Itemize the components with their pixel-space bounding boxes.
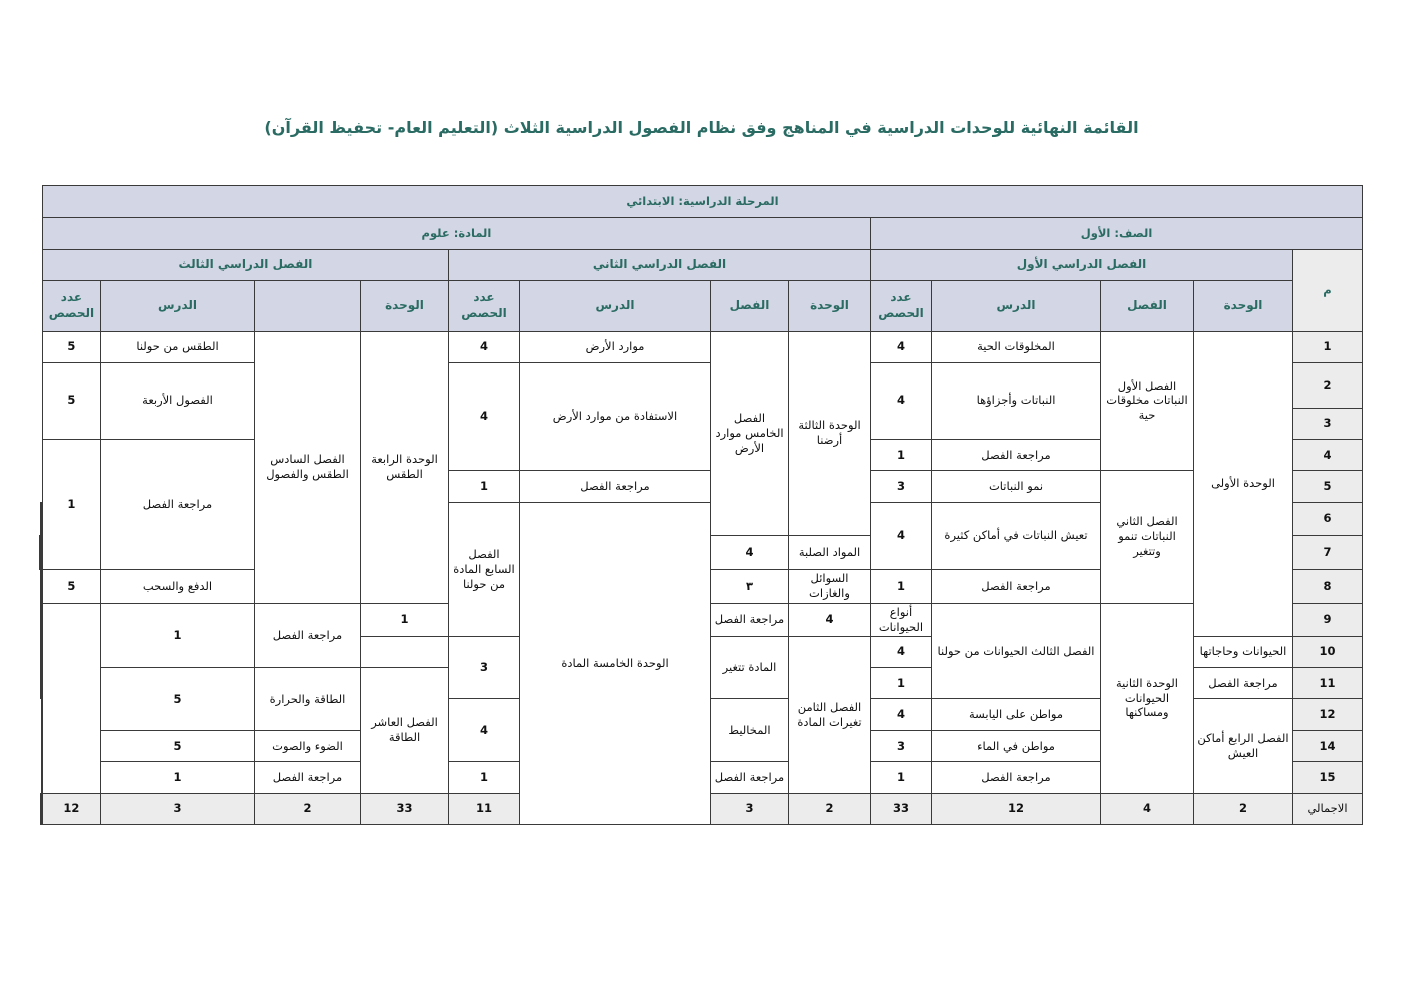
t3-unit: الوحدة الرابعة الطقس [361,331,449,603]
t2-unit-header: الوحدة [789,281,871,332]
t1-lesson: نمو النباتات [932,471,1101,502]
t2-unit: الوحدة الثالثة أرضنا [789,331,871,535]
t3-periods: 1 [101,762,255,793]
t3-lesson: الطقس من حولنا [101,331,255,362]
t1-lesson: مراجعة الفصل [932,439,1101,470]
t3-chapter: الفصل السادس الطقس والفصول [255,331,361,603]
t1-lesson-header: الدرس [932,281,1101,332]
t3-lesson: مراجعة الفصل [255,603,361,668]
t1-periods: 4 [789,603,871,636]
t1-lesson: مواطن على اليابسة [932,699,1101,730]
t1-periods: 1 [871,439,932,470]
t2-lesson: مراجعة الفصل [711,762,789,793]
t3-lesson: مراجعة الفصل [255,762,361,793]
t1-periods: 1 [871,668,932,699]
t3-total-chapters: 3 [101,793,255,824]
row-number: 11 [1293,668,1363,699]
t3-total-periods [41,793,42,824]
t1-lesson: مراجعة الفصل [932,762,1101,793]
row-number: 3 [1293,408,1363,439]
t1-lesson: المخلوقات الحية [932,331,1101,362]
t1-periods: 3 [871,471,932,502]
t3-periods: 5 [101,730,255,761]
t1-chapter: الفصل الثاني النباتات تنمو وتتغير [1101,471,1194,603]
t2-lesson [42,502,43,535]
row-number: 15 [1293,762,1363,793]
t1-chapter: الفصل الثالث الحيوانات من حولنا [932,603,1101,699]
t2-chapter: الفصل السابع المادة من حولنا [449,502,520,636]
row-number: 8 [1293,570,1363,603]
t1-total-lessons: 12 [932,793,1101,824]
totals-label: الاجمالي [1293,793,1363,824]
row-number: 14 [1293,730,1363,761]
t2-periods: 4 [449,699,520,762]
t3-periods: 1 [101,603,255,668]
row-number: 6 [1293,502,1363,535]
t3-periods-header: عدد الحصص [42,281,100,332]
t1-lesson: تعيش النباتات في أماكن كثيرة [932,502,1101,570]
t1-unit: الوحدة الأولى [1194,331,1293,636]
t3-lesson: الدفع والسحب [101,570,255,603]
t2-total-lessons: 11 [449,793,520,824]
row-number: 12 [1293,699,1363,730]
t1-periods: 1 [871,570,932,603]
t2-lesson: مراجعة الفصل [711,603,789,636]
t2-lesson: السوائل والغازات [789,570,871,603]
t2-periods: 4 [711,535,789,569]
t1-lesson: مراجعة الفصل [1194,668,1293,699]
t2-periods: 1 [361,603,449,636]
t1-chapter: الفصل الأول النباتات مخلوقات حية [1101,331,1194,471]
t1-chapter: الفصل الرابع أماكن العيش [1194,699,1293,793]
t3-periods: 1 [42,439,100,569]
t2-total-periods: 33 [361,793,449,824]
t3-total-lessons: 12 [42,793,100,824]
row-number: 4 [1293,439,1363,470]
row-number-header: م [1293,249,1363,331]
t3-lesson: الفصول الأربعة [101,363,255,440]
t3-lesson: مراجعة الفصل [101,439,255,569]
t2-periods: 3 [449,636,520,699]
row-number: 10 [1293,636,1363,667]
curriculum-table [39,185,1363,825]
stage-label: المرحلة الدراسية: الابتدائي [42,186,1362,218]
row-number: 9 [1293,603,1363,636]
t2-chapter: الفصل الخامس موارد الأرض [711,331,789,535]
row-number: 2 [1293,363,1363,409]
t3-lesson: الضوء والصوت [255,730,361,761]
t2-lesson: مراجعة الفصل [520,471,711,502]
t3-periods: 5 [42,363,100,440]
grade-label: الصف: الأول [871,218,1363,249]
row-number: 7 [1293,535,1363,569]
t1-total-periods: 33 [871,793,932,824]
t2-lesson: موارد الأرض [520,331,711,362]
t2-lesson: المادة تتغير [711,636,789,699]
t3-lesson: الطاقة والحرارة [255,668,361,731]
t1-unit: الوحدة الثانية الحيوانات ومساكنها [1101,603,1194,793]
t1-periods-header: عدد الحصص [871,281,932,332]
subject-label: المادة: علوم [42,218,870,249]
t2-lesson: المواد الصلبة [789,535,871,569]
t2-unit: الوحدة الخامسة المادة [520,502,711,824]
term2-header: الفصل الدراسي الثاني [449,249,871,280]
t2-lesson: المخاليط [711,699,789,762]
t1-unit-header: الوحدة [1194,281,1293,332]
t2-periods-header: عدد الحصص [449,281,520,332]
t2-periods: 1 [449,471,520,502]
t1-total-units: 2 [1194,793,1293,824]
t3-lesson-header: الدرس [101,281,255,332]
t2-lesson: الاستفادة من موارد الأرض [520,363,711,471]
t3-periods: 5 [42,570,100,603]
t1-lesson: النباتات وأجزاؤها [932,363,1101,440]
t2-periods: ٣ [711,570,789,603]
t1-lesson: مراجعة الفصل [932,570,1101,603]
t1-periods: 4 [871,699,932,730]
row-number: 5 [1293,471,1363,502]
t3-chapter: الفصل العاشر الطاقة [361,668,449,793]
t1-periods: 4 [871,331,932,362]
t3-chapter-header [255,281,361,332]
t1-periods: 4 [871,502,932,570]
t1-periods: 4 [871,636,932,667]
t1-lesson: أنواع الحيوانات [871,603,932,636]
t1-periods: 3 [871,730,932,761]
t2-lesson-header: الدرس [520,281,711,332]
term3-header: الفصل الدراسي الثالث [42,249,448,280]
t1-chapter-header: الفصل [1101,281,1194,332]
t2-periods: 1 [449,762,520,793]
t3-lesson [40,535,41,569]
t1-total-chapters: 4 [1101,793,1194,824]
term1-header: الفصل الدراسي الأول [871,249,1293,280]
t2-chapter: الفصل الثامن تغيرات المادة [789,636,871,793]
t2-periods: 4 [449,363,520,471]
t2-total-chapters: 3 [711,793,789,824]
t2-periods: 4 [449,331,520,362]
t3-unit-header: الوحدة [361,281,449,332]
t2-total-units: 2 [789,793,871,824]
t1-lesson: الحيوانات وحاجاتها [1194,636,1293,667]
t1-lesson: مواطن في الماء [932,730,1101,761]
t1-periods: 1 [871,762,932,793]
t3-periods: 5 [42,331,100,362]
t1-periods: 4 [871,363,932,440]
t2-chapter-header: الفصل [711,281,789,332]
t3-total-units: 2 [255,793,361,824]
page-title: القائمة النهائية للوحدات الدراسية في المناهج وفق نظام الفصول الدراسية الثلاث (التعليم العام- تحفيظ القرآن) [264,118,1139,137]
row-number: 1 [1293,331,1363,362]
t3-periods: 5 [101,668,255,731]
